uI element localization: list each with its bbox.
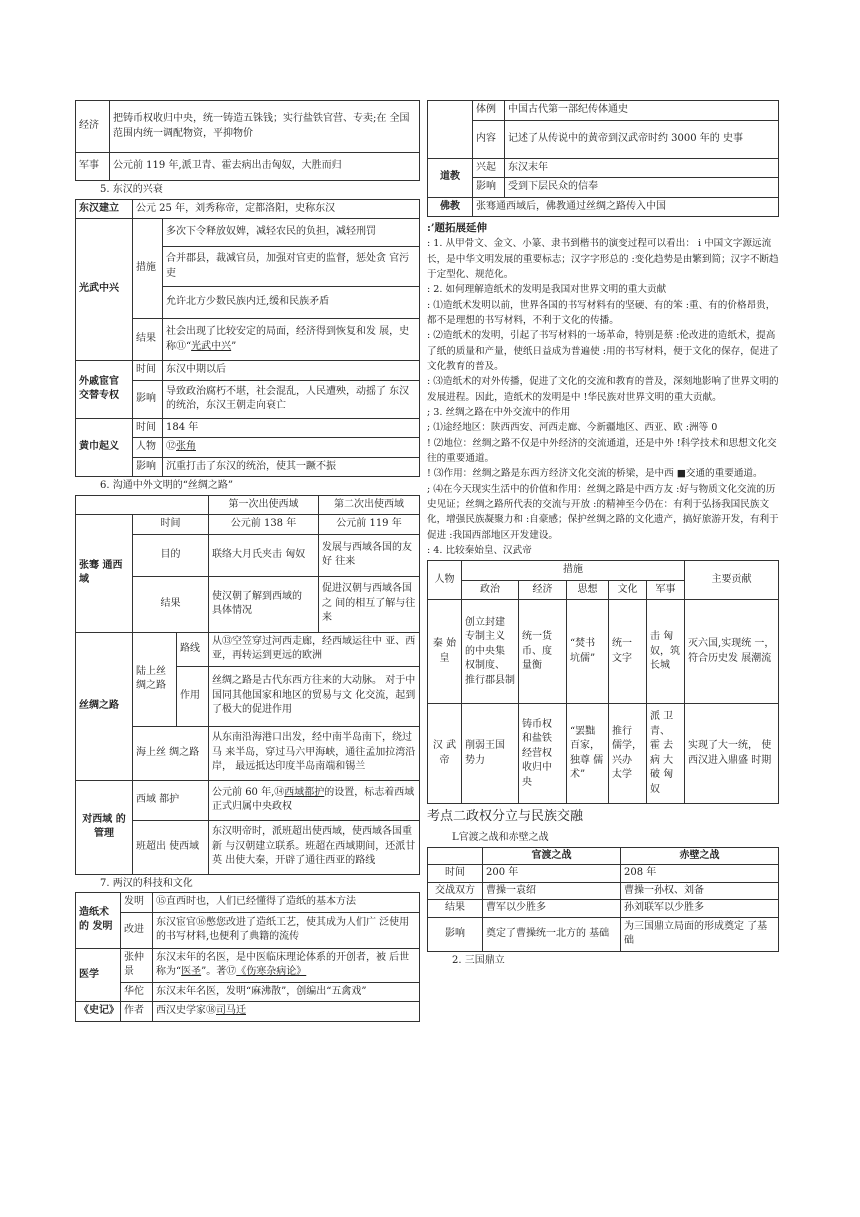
cell: 东汉明帝时，派班超出使西域，使西域各国重新 与汉朝建立联系。班超在西域期间，还派甘英 出使大秦，开辟了通往西亚的路线	[209, 820, 420, 874]
sub-label: 班超出 使西域	[133, 820, 209, 874]
table-row	[428, 158, 779, 178]
table-row	[76, 153, 420, 181]
row-label: 造纸术的 发明	[76, 893, 121, 949]
sub-label: 时间	[133, 361, 163, 381]
table-science-culture	[75, 892, 420, 1022]
topic-heading: 考点二政权分立与民族交融	[427, 809, 584, 825]
row-label: 交战双方	[428, 882, 483, 900]
column-header: 经济	[519, 580, 567, 600]
cell: 从⑬空笠穿过河西走廊，经西域运往中 亚、西亚，再转运到更远的欧洲	[209, 632, 420, 666]
cell: 东汉中期以后	[163, 361, 420, 381]
sub-label: 华佗	[121, 982, 153, 1002]
table-battles	[427, 847, 779, 952]
sub-label: 张仲景	[121, 948, 153, 982]
sub-label: 结果	[133, 319, 163, 361]
cell: “罢黜 百家， 独尊 儒术”	[567, 704, 609, 804]
cell: 导致政治腐朽不堪，社会混乱，人民遭殃，动摇了 东汉的统治，东汉王朝走向衰亡	[163, 380, 420, 418]
row-label: 道教	[428, 158, 473, 197]
table-row	[428, 197, 779, 217]
row-label: 光武中兴	[76, 219, 133, 361]
paragraph: ! ⑶作用：丝绸之路是东西方经济文化交流的桥梁，是中西 ■交通的重要通道。	[427, 468, 763, 480]
cell: 多次下令释放奴婢，减轻农民的负担，减轻刑罚	[163, 219, 420, 247]
cell: 推行 儒学， 兴办 太学	[609, 704, 647, 804]
table-row	[76, 1002, 420, 1022]
cell	[153, 948, 420, 982]
text: 社会出现了比较安定的局面，经济得到恢复和发 展，史称⑪“	[166, 326, 410, 352]
sub-label: 影响	[133, 457, 163, 477]
table-row	[428, 900, 779, 918]
paragraph: : ⑶造纸术的对外传播，促进了文化的交流和教育的普及，深刻地影响了世界文明的发展进程。因此，造纸术的发明是中 !华民族对世界文明的重大贡献。	[427, 376, 779, 403]
cell: 灭六国,实现统 一，符合历史发 展潮流	[685, 600, 779, 704]
column-header: 政治	[462, 580, 519, 600]
row-label: 汉 武 帝	[428, 704, 462, 804]
row-label: 影响	[428, 917, 483, 951]
column-header: 措施	[462, 561, 685, 581]
table-row	[76, 495, 420, 515]
cell: 孙刘联军以少胜多	[621, 900, 779, 918]
cell: 记述了从传说中的黄帝到汉武帝时约 3000 年的 史事	[505, 120, 779, 158]
cell: 沉重打击了东汉的统治，使其一蹶不振	[163, 457, 420, 477]
cell: 从东南沿海港口出发，经中南半岛南下，绕过马 来半岛，穿过马六甲海峡，通往孟加拉湾沿岸， 最远抵达印度半岛南端和锡兰	[209, 726, 420, 780]
cell: 曹操一袁绍	[483, 882, 621, 900]
sub-label: 影响	[133, 380, 163, 418]
table-row	[428, 178, 779, 198]
cell: 东汉末年名医，发明“麻沸散”，创编出“五禽戏”	[153, 982, 420, 1002]
row-label: 军事	[76, 153, 110, 181]
cell: 丝绸之路是古代东西方往来的大动脉。 对于中国同其他国家和地区的贸易与文 化交流，起到了极大的促进作用	[209, 666, 420, 726]
table-donghan	[75, 199, 420, 478]
answer-text: 光武中兴	[191, 340, 232, 352]
column-header: 思想	[567, 580, 609, 600]
table-row	[76, 912, 420, 948]
text: ”	[231, 340, 237, 352]
row-label: 经济	[76, 101, 110, 153]
table-shiji-religion	[427, 100, 779, 217]
text: ⑫	[166, 441, 176, 452]
column-header: 人物	[428, 561, 462, 600]
empty-cell	[428, 847, 483, 865]
table-row	[76, 515, 420, 535]
sub-label: 结果	[133, 576, 209, 632]
section-heading: 5. 东汉的兴衰	[100, 184, 163, 195]
table-row	[76, 199, 420, 219]
cell: 曹军以少胜多	[483, 900, 621, 918]
paragraph: ! ⑵地位：丝绸之路不仅是中外经济的交流通道，还是中外 !科学技术和思想文化交往的重要通道。	[427, 437, 777, 465]
cell: 公元前 119 年	[319, 515, 420, 535]
cell: 使汉朝了解到西域的 具体情况	[209, 576, 319, 632]
empty-cell	[76, 495, 209, 515]
table-wudi-policies	[75, 100, 420, 181]
sub-label: 影响	[473, 178, 505, 198]
table-row	[428, 865, 779, 883]
cell: 创立封建 专制主义 的中央集 权制度、 推行郡县制	[462, 600, 519, 704]
sub-label: 作者	[121, 1002, 153, 1022]
text: 西汉史学家⑱	[156, 1005, 216, 1016]
cell: ⑮直西时也，人们已经懂得了造纸的基本方法	[153, 893, 420, 913]
sub-label: 时间	[133, 418, 163, 438]
table-row	[76, 219, 420, 247]
cell: 允许北方少数民族内迁,缓和民族矛盾	[163, 287, 420, 319]
row-value: 公元 25 年，刘秀称帝，定都洛阳，史称东汉	[133, 199, 420, 219]
text: 东汉末年的名医，是中医临床理论体系的开创者，被 后世称为“	[156, 951, 410, 977]
paragraph: : ⑵造纸术的发明，引起了书写材料的一场革命，特别是蔡 :伦改进的造纸术，提高了纸的质量和产量，使纸日益成为普遍使 :用的书写材料，便于文化的保存，促进了文化教育的普及。	[427, 330, 779, 372]
cell	[163, 319, 420, 361]
row-label: 外戚宦官 交替专权	[76, 361, 133, 419]
cell: 曹操一孙权、刘备	[621, 882, 779, 900]
paragraph: : 1. 从甲骨文、金文、小篆、隶书到楷书的演变过程可以看出： i 中国文字源远流长，是中华文明发展的重要标志；汉字字形总的 :变化趋势是由繁到简；汉字不断趋于定型化、规范化。	[427, 238, 779, 280]
table-row	[76, 632, 420, 666]
sub-label: 西域 都护	[133, 780, 209, 820]
table-row	[76, 893, 420, 913]
sub-label: 海上丝 绸之路	[133, 726, 209, 780]
cell: 208 年	[621, 865, 779, 883]
column-header: 第一次出使西域	[209, 495, 319, 515]
table-row	[428, 704, 779, 804]
row-value: 公元前 119 年,派卫青、霍去病出击匈奴，大胜而归	[110, 153, 420, 181]
row-label: 东汉建立	[76, 199, 133, 219]
row-label: 丝绸之路	[76, 632, 133, 780]
cell: 为三国鼎立局面的形成奠定 了基础	[621, 917, 779, 951]
table-row	[76, 101, 420, 153]
cell: 184 年	[163, 418, 420, 438]
sub-label: 改进	[121, 912, 153, 948]
row-label: 秦 始 皇	[428, 600, 462, 704]
column-header: 官渡之战	[483, 847, 621, 865]
table-row	[428, 600, 779, 704]
answer-text: 张角	[176, 441, 196, 452]
answer-text: 司马迁	[216, 1005, 246, 1016]
answer-text: 西域都护	[284, 786, 325, 798]
cell: 削弱王国 势力	[462, 704, 519, 804]
row-label: 对西域 的管理	[76, 780, 133, 874]
cell: 受到下层民众的信奉	[505, 178, 779, 198]
answer-text: 《伤寒杂病论》	[236, 966, 307, 977]
row-label: 黄巾起义	[76, 418, 133, 477]
table-row	[428, 882, 779, 900]
cell: “焚书 坑儒”	[567, 600, 609, 704]
column-header: 主要贡献	[685, 561, 779, 600]
row-label: 佛教	[428, 197, 473, 217]
column-header: 第二次出使西域	[319, 495, 420, 515]
cell: 奠定了曹操统一北方的 基础	[483, 917, 621, 951]
cell: 东汉末年	[505, 158, 779, 178]
section-heading: 6. 沟通中外文明的“丝绸之路”	[100, 480, 233, 491]
paragraph: : ⑴造纸术发明以前，世界各国的书写材料有的坚硬、有的笨 :重、有的价格昂贵，都不是理想的书写材料，不利于文化的传播。	[427, 299, 776, 326]
cell	[153, 1002, 420, 1022]
text: 的设置，标志着西域 正式归属中央政权	[212, 786, 415, 812]
cell: 实现了大一统， 使西汉进入鼎盛 时期	[685, 704, 779, 804]
sub-label: 体例	[473, 101, 505, 121]
sub-label: 目的	[133, 534, 209, 576]
cell: 发展与西域各国的友好 往来	[319, 534, 420, 576]
paragraph: : 4. 比较秦始皇、汉武帝	[427, 545, 532, 557]
table-row	[428, 917, 779, 951]
table-silk-road	[75, 495, 420, 875]
cell: 东汉宦官⑯憋您改进了造纸工艺，使其成为人们广 泛使用的书写材料,也便利了典籍的流传	[153, 912, 420, 948]
cell: 铸币权 和盐铁 经营权 收归中 央	[519, 704, 567, 804]
cell: 派 卫 青、 霍 去病 大 破 匈奴	[647, 704, 685, 804]
cell: 联络大月氏夹击 匈奴	[209, 534, 319, 576]
cell: 张骞通西域后，佛教通过丝绸之路传入中国	[473, 197, 779, 217]
cell: 击 匈 奴，筑 长城	[647, 600, 685, 704]
row-label: 医学	[76, 948, 121, 1002]
table-row	[428, 847, 779, 865]
cell	[209, 780, 420, 820]
table-row	[76, 361, 420, 381]
row-value: 把铸币权收归中央，统一铸造五铢钱；实行盐铁官营、专卖;在 全国范围内统一调配物资，平抑物价	[110, 101, 420, 153]
sub-label: 措施	[133, 219, 163, 319]
section-heading: 7. 两汉的科技和文化	[100, 877, 193, 889]
sub-label: 兴起	[473, 158, 505, 178]
row-label: 结果	[428, 900, 483, 918]
column-header: 军事	[647, 580, 685, 600]
text: ”。著⑰	[201, 966, 237, 977]
answer-text: 医圣	[181, 966, 202, 977]
sub-label: 内容	[473, 120, 505, 158]
cell: 200 年	[483, 865, 621, 883]
cell: 中国古代第一部纪传体通史	[505, 101, 779, 121]
table-row	[76, 982, 420, 1002]
table-row	[428, 120, 779, 158]
table-compare-emperors	[427, 560, 779, 804]
text: 公元前 60 年,⑭	[212, 786, 285, 798]
cell	[163, 438, 420, 458]
sub-label: 路线	[177, 632, 209, 666]
sub-label: 时间	[133, 515, 209, 535]
extension-title: :’题拓展延伸	[427, 222, 488, 234]
column-header: 赤壁之战	[621, 847, 779, 865]
sub-label: 发明	[121, 893, 153, 913]
paragraph: ; ⑷在今天现实生活中的价值和作用：丝绸之路是中西方友 :好与物质文化交流的历史见证；丝绸之路所代表的交流与开放 :的精神至今仍在：有利于弘扬我国民族文化，增强民族凝聚力和 :自豪感；保护丝绸之路的文化遗产，搞好旅游开发，有利于促进 :我国西部地区开发建设。	[427, 483, 779, 541]
empty-cell	[428, 101, 473, 159]
left-column	[75, 100, 420, 1022]
table-row	[76, 948, 420, 982]
row-label: 时间	[428, 865, 483, 883]
cell: 统一 文字	[609, 600, 647, 704]
paragraph: ; ⑴途经地区：陕西西安、河西走廊、今新疆地区、西亚、欧 :洲等 0	[427, 422, 718, 434]
row-label: 张骞 通西域	[76, 515, 133, 633]
table-row	[428, 101, 779, 121]
section-heading: 2. 三国鼎立	[452, 954, 505, 966]
right-column	[427, 100, 779, 969]
section-heading: L官渡之战和赤壁之战	[452, 832, 549, 844]
row-label: 《史记》	[76, 1002, 121, 1022]
table-row	[76, 780, 420, 820]
cell: 促进汉朝与西域各国之 间的相互了解与往来	[319, 576, 420, 632]
sub-label: 陆上丝 绸之路	[133, 632, 177, 726]
column-header: 文化	[609, 580, 647, 600]
cell: 公元前 138 年	[209, 515, 319, 535]
table-row	[428, 561, 779, 581]
cell: 合并郡县，裁减官员，加强对官吏的监督，惩处贪 官污吏	[163, 247, 420, 287]
paragraph: : 2. 如何理解造纸术的发明是我国对世界文明的重大贡献	[427, 284, 667, 296]
paragraph: ; 3. 丝绸之路在中外交流中的作用	[427, 407, 571, 418]
sub-label: 作用	[177, 666, 209, 726]
cell: 统一货 币、度 量衡	[519, 600, 567, 704]
sub-label: 人物	[133, 438, 163, 458]
table-row	[76, 418, 420, 438]
